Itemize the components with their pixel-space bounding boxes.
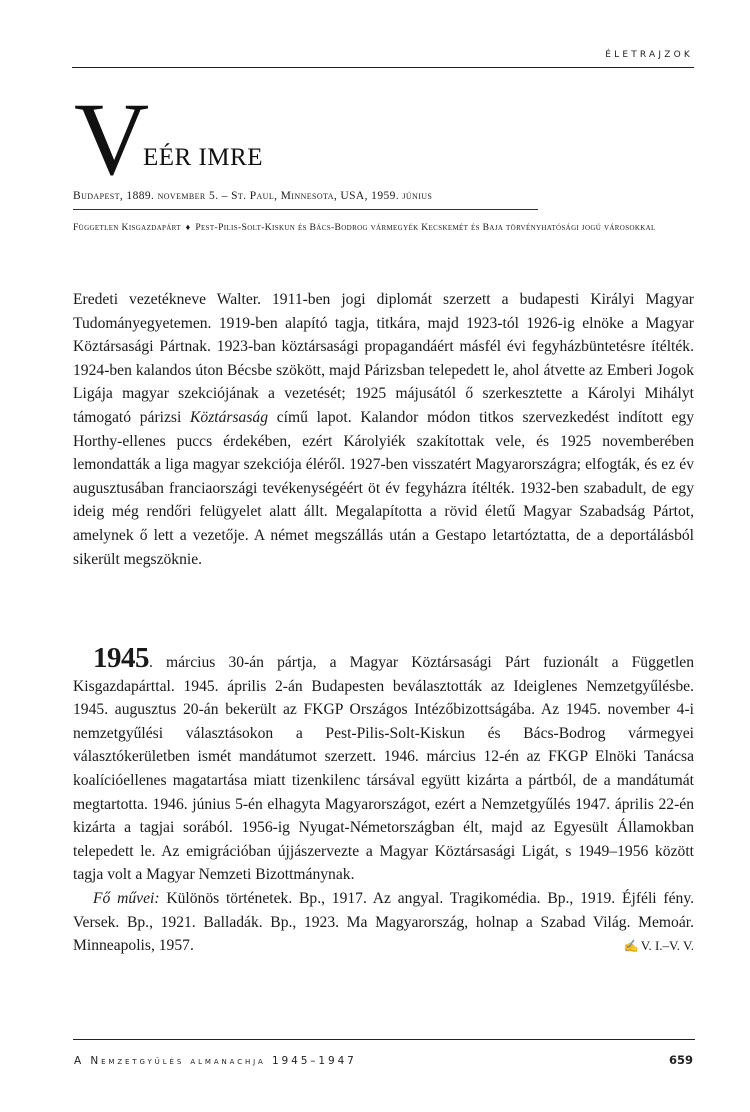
footer-rule: [73, 1039, 695, 1040]
para1-text-a: Eredeti vezetékneve Walter. 1911-ben jogi diplomát szerzett a budapesti Királyi Magyar Tudományegyetemen. 1919-ben alapító tagja, titkára, majd 1923-tól 1926-ig elnöke a Magyar Köztársasági Pártnak. 1923-ban köztársasági propagandáért másfél évi fegyházbüntetésre ítélték. 1924-ben kalandos úton Bécsbe szökött, majd Párizsban telepedett le, ahol átvette az Emberi Jogok Ligája magyar szekciójának a vezetését; 1925 májusától ő szerkesztette a Károlyi Mihályt támogató párizsi: [73, 291, 694, 426]
birth-death-dates: Budapest, 1889. november 5. – St. Paul, Minnesota, USA, 1959. június: [73, 190, 433, 202]
biography-paragraph-2: [73, 642, 694, 959]
works-label: Fő művei:: [93, 889, 160, 907]
dates-rule: [73, 209, 538, 210]
party-info: [73, 219, 701, 236]
title-dropcap: V: [74, 82, 150, 197]
header-rule: [72, 67, 694, 68]
party-name: Független Kisgazdapárt: [73, 222, 181, 233]
para2-text: . március 30-án pártja, a Magyar Köztársasági Párt fuzionált a Független Kisgazdapárttal. 1945. április 2-án Budapesten beválasztották az Ideiglenes Nemzetgyűlésbe. 1945. augusztus 20-án bekerült az FKGP Országos Intézőbizottságába. Az 1945. november 4-i nemzetgyűlési választásokon a Pest-Pilis-Solt-Kiskun és Bács-Bodrog vármegyei választókerületben ismét mandátumot szerzett. 1946. március 12-én az FKGP Elnöki Tanácsa koalícióellenes magatartása miatt tizenkilenc társával együtt kizárta a pártból, de a mandátumát megtartotta. 1946. június 5-én elhagyta Magyarországot, ezért a Nemzetgyűlés 1947. április 22-én kizárta a tagjai sorából. 1956-ig Nyugat-Németországban élt, majd az Egyesült Államokban telepedett le. Az emigrációban újjászervezte a Magyar Köztársasági Ligát, s 1949–1956 között tagja volt a Magyar Nemzeti Bizottmánynak.: [73, 654, 694, 884]
diamond-separator-icon: ♦: [185, 222, 191, 232]
constituency: Pest-Pilis-Solt-Kiskun és Bács-Bodrog vármegyék Kecskemét és Baja törvényhatósági jogú városokkal: [195, 222, 656, 233]
footer-book-title: A Nemzetgyűlés almanachja 1945–1947: [74, 1055, 357, 1067]
page-number: 659: [668, 1053, 693, 1067]
works-paragraph: [73, 887, 694, 958]
pen-icon: ✍: [623, 939, 639, 954]
running-head-section: ÉLETRAJZOK: [605, 50, 693, 60]
title-name: EÉR IMRE: [143, 144, 263, 171]
parliament-paragraph: [73, 642, 694, 887]
author-signature: [604, 934, 694, 959]
year-marker: 1945: [93, 642, 149, 674]
para1-text-b: című lapot. Kalandor módon titkos szervezkedést indított egy Horthy-ellenes puccs érdekében, ezért Károlyiék szakítottak vele, és 1925 novemberében lemondatták a liga magyar szekciója éléről. 1927-ben visszatért Magyarországra; elfogták, és ez év augusztusában franciaországi tevékenységéért öt év fegyházra ítélték. 1932-ben szabadult, de egy ideig még rendőri felügyelet alatt állt. Megalapította a rövid életű Magyar Szabadság Pártot, amelynek ő lett a vezetője. A német megszállás után a Gestapo letartóztatta, de a deportálásból sikerült megszöknie.: [73, 408, 695, 568]
signature-initials: V. I.–V. V.: [640, 938, 694, 954]
newspaper-title: Köztársaság: [190, 408, 268, 426]
works-text: Különös történetek. Bp., 1917. Az angyal. Tragikomédia. Bp., 1919. Éjféli fény. Versek. Bp., 1921. Balladák. Bp., 1923. Ma Magyarország, holnap a Szabad Világ. Memoár. Minneapolis, 1957.: [73, 889, 694, 955]
biography-paragraph-1: [73, 288, 694, 571]
